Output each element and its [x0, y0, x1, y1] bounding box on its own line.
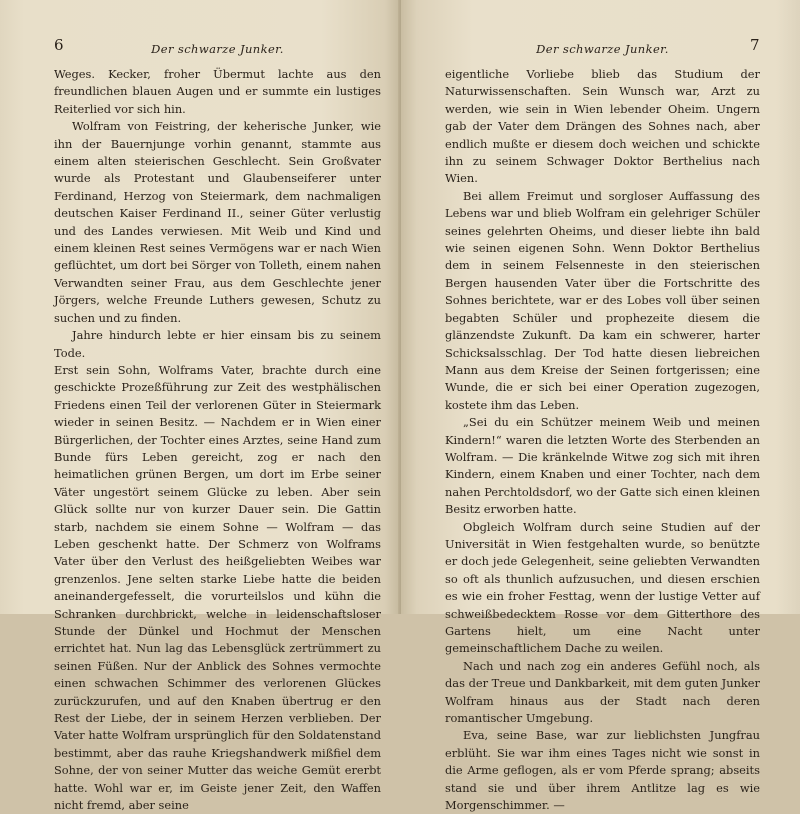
running-head: Der schwarze Junker.: [536, 42, 669, 56]
left-page-text: [54, 66, 381, 814]
running-head: Der schwarze Junker.: [151, 42, 284, 56]
paragraph: Jahre hindurch lebte er hier einsam bis zu seinem Tode.: [54, 328, 381, 360]
paragraph: eigentliche Vorliebe blieb das Studium der Naturwissenschaften. Sein Wunsch war, Arzt zu werden, wie sein in Wien lebender Oheim. Ungern gab der Vater dem Drängen des Sohnes nach, aber endlich mußte er diesem doch weichen und schickte ihn zu seinem Schwager Doktor Berthelius nach Wien.: [445, 67, 760, 186]
paragraph: „Sei du ein Schützer meinem Weib und meinen Kindern!“ waren die letzten Worte des Sterbenden an Wolfram. — Die kränkelnde Witwe zog sich mit ihren Kindern, einem Knaben und einer Tochter, nach dem nahen Perchtoldsdorf, wo der Gatte sich einen kleinen Besitz erworben hatte.: [445, 415, 760, 517]
right-page-header: [445, 38, 760, 60]
page-number: 7: [750, 36, 760, 54]
paragraph: Bei allem Freimut und sorgloser Auffassung des Lebens war und blieb Wolfram ein gelehriger Schüler seines gelehrten Oheims, und dieser liebte ihn bald wie seinen eigenen Sohn. Wenn Doktor Berthelius dem in seinem Felsenneste in den steierischen Bergen hausenden Vater über die Fortschritte des Sohnes berichtete, war er des Lobes voll über seinen begabten Schüler und prophezeite diesem die glänzendste Zukunft. Da kam ein schwerer, harter Schicksalsschlag. Der Tod hatte diesen liebreichen Mann aus dem Kreise der Seinen fortgerissen; eine Wunde, die er sich bei einer Operation zugezogen, kostete ihm das Leben.: [445, 188, 760, 412]
paragraph: Wolfram von Feistring, der keherische Junker, wie ihn der Bauernjunge vorhin genannt, stammte aus einem alten steierischen Geschlecht. Sein Großvater wurde als Protestant und Glaubenseiferer unter Ferdinand, Herzog von Steiermark, dem nachmaligen deutschen Kaiser Ferdinand II., seiner Güter verlustig und des Landes verwiesen. Mit Weib und Kind und einem kleinen Rest seines Vermögens war er nach Wien geflüchtet, um dort bei Sörger von Tolleth, einem nahen Verwandten seiner Frau, aus dem Geschlechte jener Jörgers, welche Freunde Luthers gewesen, Schutz zu suchen und zu finden.: [54, 119, 381, 325]
paragraph: Erst sein Sohn, Wolframs Vater, brachte durch eine geschickte Prozeßführung zur Zeit des westphälischen Friedens einen Teil der verlorenen Güter in Steiermark wieder in seinen Besitz. — Nachdem er in Wien einer Bürgerlichen, der Tochter eines Arztes, seine Hand zum Bunde fürs Leben gereicht, zog er nach den heimatlichen grünen Bergen, um dort im Erbe seiner Väter ungestört seinem Glücke zu leben. Aber sein Glück sollte nur von kurzer Dauer sein. Die Gattin starb, nachdem sie einem Sohne — Wolfram — das Leben geschenkt hatte. Der Schmerz von Wolframs Vater über den Verlust des heißgeliebten Weibes war grenzenlos. Jene selten starke Liebe hatte die beiden aneinandergefesselt, die vorurteilslos und kühn die Schranken durchbrickt, welche in leidenschaftsloser Stunde der Dünkel und Hochmut der Menschen errichtet hat. Nun lag das Lebensglück zertrümmert zu seinen Füßen. Nur der Anblick des Sohnes vermochte einen schwachen Schimmer des verlorenen Glückes zurückzurufen, und auf den Knaben übertrug er den Rest der Liebe, der in seinem Herzen verblieben. Der Vater hatte Wolfram ursprünglich für den Soldatenstand bestimmt, aber das rauhe Kriegshandwerk mißfiel dem Sohne, der von seiner Mutter das weiche Gemüt ererbt hatte. Wohl war er, im Geiste jener Zeit, den Waffen nicht fremd, aber seine: [54, 362, 381, 813]
left-page-header: [54, 38, 381, 60]
paragraph: Obgleich Wolfram durch seine Studien auf der Universität in Wien festgehalten wurde, so benützte er doch jede Gelegenheit, seine geliebten Verwandten so oft als thunlich aufzusuchen, und diesen erschien es wie ein froher Festtag, wenn der lustige Vetter auf schweißbedecktem Rosse vor dem Gitterthore des Gartens hielt, um eine Nacht unter gemeinschaftlichem Dache zu weilen.: [445, 519, 760, 656]
paragraph: Eva, seine Base, war zur lieblichsten Jungfrau erblüht. Sie war ihm eines Tages nicht wie sonst in die Arme geflogen, als er vom Pferde sprang; abseits stand sie und über ihrem Antlitze lag es wie Morgenschimmer. —: [445, 728, 760, 813]
page-number: 6: [54, 36, 64, 54]
right-page: [401, 0, 800, 813]
paragraph: Weges. Kecker, froher Übermut lachte aus den freundlichen blauen Augen und er summte ein lustiges Reiterlied vor sich hin.: [54, 67, 381, 116]
right-page-text: [445, 66, 760, 814]
paragraph: Nach und nach zog ein anderes Gefühl noch, als das der Treue und Dankbarkeit, mit dem guten Junker Wolfram hinaus aus der Stadt nach deren romantischer Umgebung.: [445, 658, 760, 726]
